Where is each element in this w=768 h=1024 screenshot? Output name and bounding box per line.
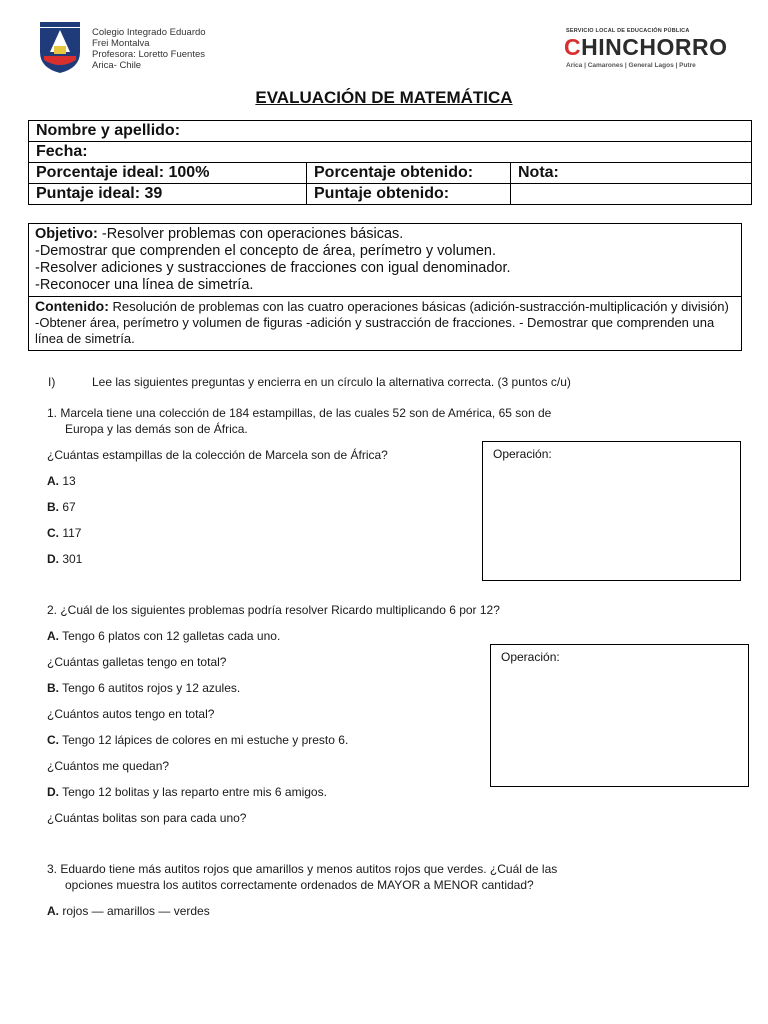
objective-line: -Resolver problemas con operaciones básicas.: [97, 226, 404, 242]
option-letter: C.: [47, 526, 59, 540]
objective-line: -Resolver adiciones y sustracciones de fracciones con igual denominador.: [35, 260, 511, 276]
brand-first-letter: C: [564, 34, 582, 60]
content-label: Contenido:: [35, 298, 109, 314]
ideal-percentage: Porcentaje ideal: 100%: [29, 163, 307, 184]
q2-option-a[interactable]: [47, 629, 280, 643]
option-text: rojos — amarillos — verdes: [59, 904, 210, 918]
q3-stem-line1: 3. Eduardo tiene más autitos rojos que amarillos y menos autitos rojos que verdes. ¿Cuál de las: [47, 862, 558, 876]
operation-label: Operación:: [493, 447, 552, 461]
school-line: Profesora: Loretto Fuentes: [92, 49, 206, 60]
school-line: Arica- Chile: [92, 60, 142, 71]
brand-communes: Arica | Camarones | General Lagos | Putre: [566, 62, 696, 69]
q2-option-a-question: ¿Cuántas galletas tengo en total?: [47, 655, 227, 669]
q2-option-d[interactable]: [47, 785, 327, 799]
q2-option-b[interactable]: [47, 681, 240, 695]
q2-option-b-question: ¿Cuántos autos tengo en total?: [47, 707, 215, 721]
obtained-percentage-field[interactable]: Porcentaje obtenido:: [307, 163, 511, 184]
section-instruction: Lee las siguientes preguntas y encierra en un círculo la alternativa correcta. (3 puntos c/u): [92, 375, 571, 389]
option-text: Tengo 6 platos con 12 galletas cada uno.: [59, 629, 281, 643]
q2-option-d-question: ¿Cuántas bolitas son para cada uno?: [47, 811, 247, 825]
option-text: Tengo 12 bolitas y las reparto entre mis 6 amigos.: [59, 785, 327, 799]
obtained-score-field[interactable]: Puntaje obtenido:: [307, 184, 511, 205]
option-text: Tengo 12 lápices de colores en mi estuche y presto 6.: [59, 733, 349, 747]
slep-label: SERVICIO LOCAL DE EDUCACIÓN PÚBLICA: [566, 28, 690, 34]
date-field[interactable]: Fecha:: [29, 142, 752, 163]
school-logo: [36, 22, 84, 74]
empty-cell: [511, 184, 752, 205]
student-info-table: [28, 120, 752, 205]
q1-option-d[interactable]: [47, 552, 82, 566]
option-letter: B.: [47, 500, 59, 514]
option-letter: D.: [47, 552, 59, 566]
q2-operation-box[interactable]: [490, 644, 749, 787]
objective-line: -Demostrar que comprenden el concepto de área, perímetro y volumen.: [35, 243, 497, 259]
q2-option-c-question: ¿Cuántos me quedan?: [47, 759, 170, 773]
q2-stem: 2. ¿Cuál de los siguientes problemas podría resolver Ricardo multiplicando 6 por 12?: [47, 603, 500, 617]
option-letter: D.: [47, 785, 59, 799]
option-letter: A.: [47, 904, 59, 918]
option-letter: C.: [47, 733, 59, 747]
school-info: [92, 27, 206, 71]
objective-section: [29, 224, 741, 296]
operation-label: Operación:: [501, 650, 560, 664]
content-text: Resolución de problemas con las cuatro operaciones básicas (adición-sustracción-multiplicación y división) -Obtener área, perímetro y volumen de figuras -adición y sustracción de fracciones. - Demostrar que comprenden una línea de simetría.: [35, 299, 729, 346]
grade-field[interactable]: Nota:: [511, 163, 752, 184]
objective-box: [28, 223, 742, 351]
option-text: 117: [59, 526, 82, 540]
school-line: Frei Montalva: [92, 38, 150, 49]
name-field[interactable]: Nombre y apellido:: [29, 121, 752, 142]
q1-option-b[interactable]: [47, 500, 76, 514]
option-text: 13: [59, 474, 76, 488]
q1-operation-box[interactable]: [482, 441, 741, 581]
page-title: EVALUACIÓN DE MATEMÁTICA: [255, 88, 513, 107]
option-letter: A.: [47, 629, 59, 643]
q1-question: ¿Cuántas estampillas de la colección de Marcela son de África?: [47, 448, 388, 462]
option-text: 301: [59, 552, 83, 566]
objective-line: -Reconocer una línea de simetría.: [35, 277, 254, 293]
option-letter: A.: [47, 474, 59, 488]
q3-stem-line2: opciones muestra los autitos correctamente ordenados de MAYOR a MENOR cantidad?: [65, 878, 534, 892]
q1-option-a[interactable]: [47, 474, 76, 488]
q1-stem-line1: 1. Marcela tiene una colección de 184 estampillas, de las cuales 52 son de América, 65 son de: [47, 406, 552, 420]
q3-option-a[interactable]: [47, 904, 210, 918]
q1-stem-line2: Europa y las demás son de África.: [65, 422, 248, 436]
section-roman: I): [48, 375, 56, 389]
brand-rest: HINCHORRO: [581, 34, 728, 60]
school-line: Colegio Integrado Eduardo: [92, 27, 206, 38]
objective-label: Objetivo:: [35, 226, 98, 242]
option-text: Tengo 6 autitos rojos y 12 azules.: [59, 681, 241, 695]
chinchorro-logo: [564, 34, 727, 61]
option-text: 67: [59, 500, 76, 514]
ideal-score: Puntaje ideal: 39: [29, 184, 307, 205]
content-section: [29, 296, 741, 350]
q1-option-c[interactable]: [47, 526, 81, 540]
option-letter: B.: [47, 681, 59, 695]
q2-option-c[interactable]: [47, 733, 348, 747]
